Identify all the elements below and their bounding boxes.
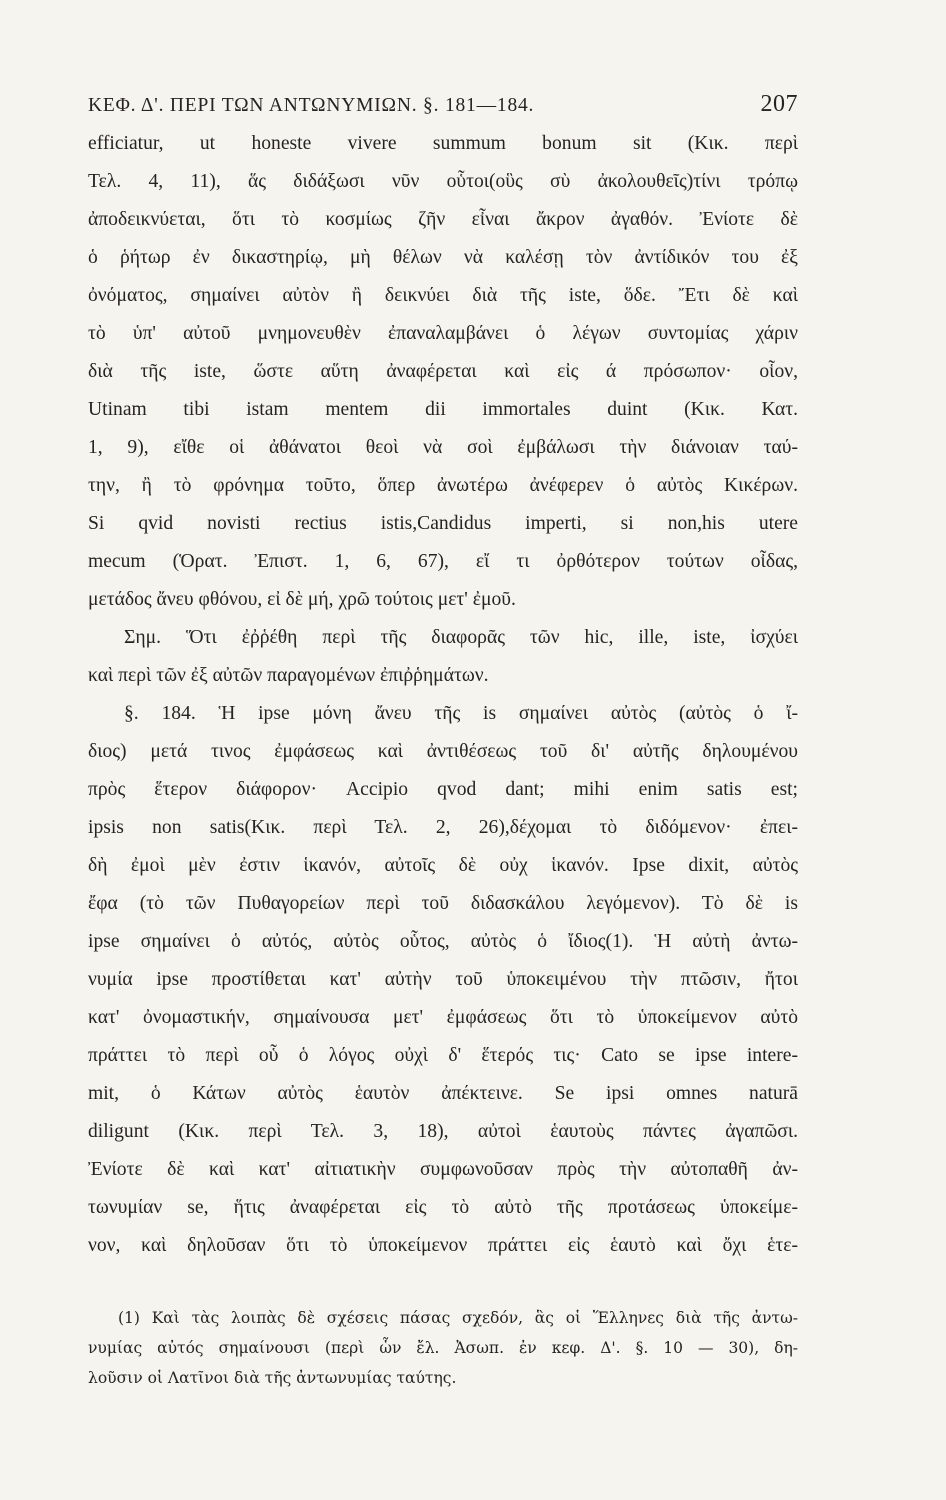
footnote-line: νυμίας αὐτός σημαίνουσι (περὶ ὧν ἔλ. Ἀσωπ. ἐν κεφ. Δ'. §. 10 — 30), δη- [88,1339,798,1357]
text-line: τωνυμίαν se, ἥτις ἀναφέρεται εἰς τὸ αὐτὸ τῆς προτάσεως ὑποκείμε- [88,1197,798,1218]
text-line: Ἐνίοτε δὲ καὶ κατ' αἰτιατικὴν συμφωνοῦσαν πρὸς τὴν αὐτοπαθῆ ἀν- [88,1159,798,1180]
text-line: κατ' ὀνομαστικήν, σημαίνουσα μετ' ἐμφάσεως ὅτι τὸ ὑποκείμενον αὐτὸ [88,1007,798,1028]
text-line: ὀνόματος, σημαίνει αὐτὸν ἢ δεικνύει διὰ τῆς iste, ὅδε. Ἔτι δὲ καὶ [88,285,798,306]
text-line: Utinam tibi istam mentem dii immortales duint (Κικ. Κατ. [88,399,798,420]
text-line: mecum (Ὁρατ. Ἐπιστ. 1, 6, 67), εἴ τι ὀρθότερον τούτων οἶδας, [88,551,798,572]
text-line: τὸ ὑπ' αὐτοῦ μνημονευθὲν ἐπαναλαμβάνει ὁ λέγων συντομίας χάριν [88,323,798,344]
text-line: νυμία ipse προστίθεται κατ' αὐτὴν τοῦ ὑποκειμένου τὴν πτῶσιν, ἤτοι [88,969,798,990]
running-head: ΚΕΦ. Δ'. ΠΕΡΙ ΤΩΝ ΑΝΤΩΝΥΜΙΩΝ. §. 181—184. [88,95,535,116]
text-line: ἀποδεικνύεται, ὅτι τὸ κοσμίως ζῆν εἶναι ἄκρον ἀγαθόν. Ἐνίοτε δὲ [88,209,798,230]
text-line: νον, καὶ δηλοῦσαν ὅτι τὸ ὑποκείμενον πράττει εἰς ἑαυτὸ καὶ ὄχι ἑτε- [88,1235,798,1256]
text-line: μετάδος ἄνευ φθόνου, εἰ δὲ μή, χρῶ τούτοις μετ' ἐμοῦ. [88,589,516,610]
text-line: δὴ ἐμοὶ μὲν ἐστιν ἱκανόν, αὐτοῖς δὲ οὐχ ἱκανόν. Ipse dixit, αὐτὸς [88,855,798,876]
page-number: 207 [760,91,798,117]
text-line: ipse σημαίνει ὁ αὐτός, αὐτὸς οὗτος, αὐτὸς ὁ ἴδιος(1). Ἡ αὐτὴ ἀντω- [88,931,798,952]
text-line: mit, ὁ Κάτων αὐτὸς ἑαυτὸν ἀπέκτεινε. Se ipsi omnes naturā [88,1083,798,1104]
text-line: διος) μετά τινος ἐμφάσεως καὶ ἀντιθέσεως τοῦ δι' αὐτῆς δηλουμένου [88,741,798,762]
page-header [88,91,798,123]
section-184-line: §. 184. Ἡ ipse μόνη ἄνευ τῆς is σημαίνει αὐτὸς (αὐτὸς ὁ ἴ- [124,703,798,724]
text-line: ὁ ῥήτωρ ἐν δικαστηρίῳ, μὴ θέλων νὰ καλέσῃ τὸν ἀντίδικόν του ἐξ [88,247,798,268]
text-line: diligunt (Κικ. περὶ Τελ. 3, 18), αὐτοὶ ἑαυτοὺς πάντες ἀγαπῶσι. [88,1121,798,1142]
text-line: ipsis non satis(Κικ. περὶ Τελ. 2, 26),δέχομαι τὸ διδόμενον· ἐπει- [88,817,798,838]
text-line: ἔφα (τὸ τῶν Πυθαγορείων περὶ τοῦ διδασκάλου λεγόμενον). Τὸ δὲ is [88,893,798,914]
text-line: πράττει τὸ περὶ οὗ ὁ λόγος οὐχὶ δ' ἕτερός τις· Cato se ipse intere- [88,1045,798,1066]
footnote-line: λοῦσιν οἱ Λατῖνοι διὰ τῆς ἀντωνυμίας ταύτης. [88,1369,457,1387]
text-line: 1, 9), εἴθε οἱ ἀθάνατοι θεοὶ νὰ σοὶ ἐμβάλωσι τὴν διάνοιαν ταύ- [88,437,798,458]
note-line: Σημ. Ὅτι ἐῤῥέθη περὶ τῆς διαφορᾶς τῶν hic, ille, iste, ἰσχύει [124,627,798,648]
text-line: πρὸς ἕτερον διάφορον· Accipio qvod dant; mihi enim satis est; [88,779,798,800]
text-line: efficiatur, ut honeste vivere summum bonum sit (Κικ. περὶ [88,133,798,154]
text-line: Τελ. 4, 11), ἅς διδάξωσι νῦν οὗτοι(οὓς σὺ ἀκολουθεῖς)τίνι τρόπῳ [88,171,798,192]
footnote-line: (1) Καὶ τὰς λοιπὰς δὲ σχέσεις πάσας σχεδόν, ἃς οἱ Ἕλληνες διὰ τῆς ἀντω- [118,1309,798,1327]
note-line: καὶ περὶ τῶν ἐξ αὐτῶν παραγομένων ἐπιῤῥημάτων. [88,665,489,686]
text-line: Si qvid novisti rectius istis,Candidus imperti, si non,his utere [88,513,798,534]
text-line: την, ἢ τὸ φρόνημα τοῦτο, ὅπερ ἀνωτέρω ἀνέφερεν ὁ αὐτὸς Κικέρων. [88,475,798,496]
text-line: διὰ τῆς iste, ὥστε αὕτη ἀναφέρεται καὶ εἰς ά πρόσωπον· οἷον, [88,361,798,382]
